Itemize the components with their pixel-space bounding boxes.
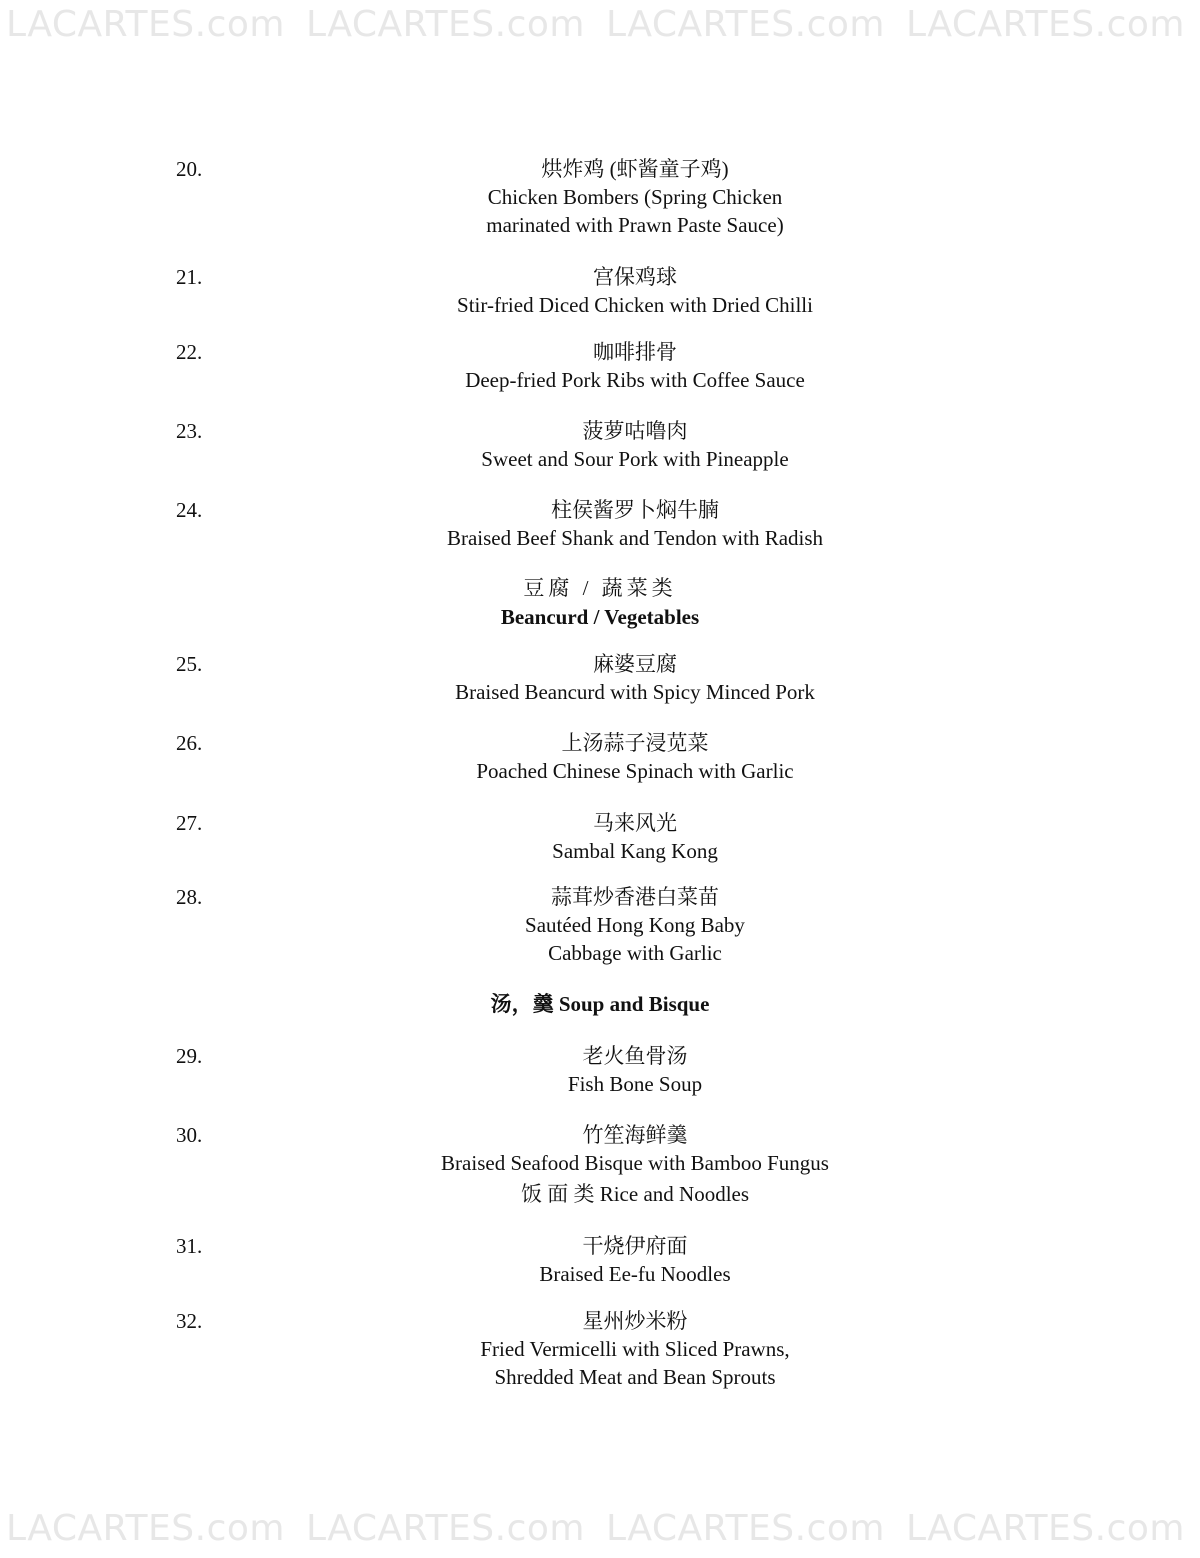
item-description [385, 1307, 885, 1391]
item-name-zh: 咖啡排骨 [593, 340, 677, 364]
item-description [385, 338, 885, 394]
item-name-zh: 星州炒米粉 [582, 1309, 688, 1333]
item-name-en: Deep-fried Pork Ribs with Coffee Sauce [465, 368, 805, 392]
item-number: 21. [176, 265, 203, 289]
item-name-zh: 竹笙海鲜羹 [582, 1123, 688, 1147]
item-description [385, 1042, 885, 1098]
watermark-text: LACARTES.com [606, 4, 885, 45]
item-name-en: Sautéed Hong Kong Baby [525, 913, 745, 937]
item-name-en: Fried Vermicelli with Sliced Prawns, [480, 1337, 790, 1361]
section-heading-soup [300, 990, 900, 1019]
section-title-zh: 豆腐 / 蔬菜类 [523, 576, 677, 600]
item-number: 29. [176, 1044, 203, 1068]
item-name-en: Sweet and Sour Pork with Pineapple [481, 447, 789, 471]
item-name-en: Poached Chinese Spinach with Garlic [476, 759, 794, 783]
watermark-text: LACARTES.com [6, 1508, 285, 1549]
item-name-zh: 老火鱼骨汤 [582, 1044, 688, 1068]
item-name-en: Fish Bone Soup [567, 1072, 703, 1096]
item-description [385, 809, 885, 865]
item-name-zh: 马来风光 [593, 811, 677, 835]
watermark-text: LACARTES.com [6, 4, 285, 45]
item-description [385, 496, 885, 552]
item-number: 27. [176, 811, 203, 835]
item-number: 25. [176, 652, 203, 676]
item-name-zh: 菠萝咕噜肉 [582, 419, 688, 443]
item-name-zh: 柱侯酱罗卜焖牛腩 [551, 498, 719, 522]
item-name-en: Braised Beef Shank and Tendon with Radish [446, 526, 824, 550]
item-name-en: marinated with Prawn Paste Sauce) [486, 213, 784, 237]
watermark-text: LACARTES.com [306, 1508, 585, 1549]
item-name-zh: 宫保鸡球 [593, 265, 677, 289]
item-number: 28. [176, 885, 203, 909]
item-number: 32. [176, 1309, 203, 1333]
watermark-text: LACARTES.com [306, 4, 585, 45]
section-title-en: Soup and Bisque [558, 992, 710, 1016]
item-number: 26. [176, 731, 203, 755]
item-number: 30. [176, 1123, 203, 1147]
item-name-zh: 烘炸鸡 (虾酱童子鸡) [541, 157, 729, 181]
item-number: 23. [176, 419, 203, 443]
watermark-text: LACARTES.com [906, 4, 1185, 45]
item-description [385, 1232, 885, 1288]
item-number: 20. [176, 157, 203, 181]
item-name-en: Cabbage with Garlic [548, 941, 722, 965]
section-title-zh: 汤，羹 [490, 992, 554, 1016]
item-name-en: Shredded Meat and Bean Sprouts [494, 1365, 776, 1389]
item-name-zh: 蒜茸炒香港白菜苗 [551, 885, 719, 909]
subsection-rice-noodles: 饭 面 类 Rice and Noodles [520, 1182, 750, 1206]
item-description [385, 263, 885, 319]
item-name-en: Stir-fried Diced Chicken with Dried Chilli [457, 293, 813, 317]
item-name-en: Braised Beancurd with Spicy Minced Pork [455, 680, 815, 704]
watermark-text: LACARTES.com [906, 1508, 1185, 1549]
item-name-zh: 麻婆豆腐 [593, 652, 677, 676]
watermark-top [0, 4, 1200, 54]
item-name-en: Chicken Bombers (Spring Chicken [487, 185, 783, 209]
item-description [385, 883, 885, 967]
item-number: 22. [176, 340, 203, 364]
item-description [385, 417, 885, 473]
item-description [385, 729, 885, 785]
watermark-text: LACARTES.com [606, 1508, 885, 1549]
item-description [385, 155, 885, 239]
item-name-zh: 上汤蒜子浸苋菜 [561, 731, 709, 755]
section-title-en: Beancurd / Vegetables [500, 605, 700, 629]
item-name-en: Braised Seafood Bisque with Bamboo Fungus [441, 1151, 829, 1175]
item-name-zh: 干烧伊府面 [582, 1234, 688, 1258]
watermark-bottom [0, 1508, 1200, 1558]
item-name-en: Braised Ee-fu Noodles [539, 1262, 731, 1286]
item-description [385, 650, 885, 706]
item-name-en: Sambal Kang Kong [552, 839, 718, 863]
item-number: 31. [176, 1234, 203, 1258]
section-heading-beancurd [300, 574, 900, 632]
item-description [385, 1121, 885, 1208]
item-number: 24. [176, 498, 203, 522]
